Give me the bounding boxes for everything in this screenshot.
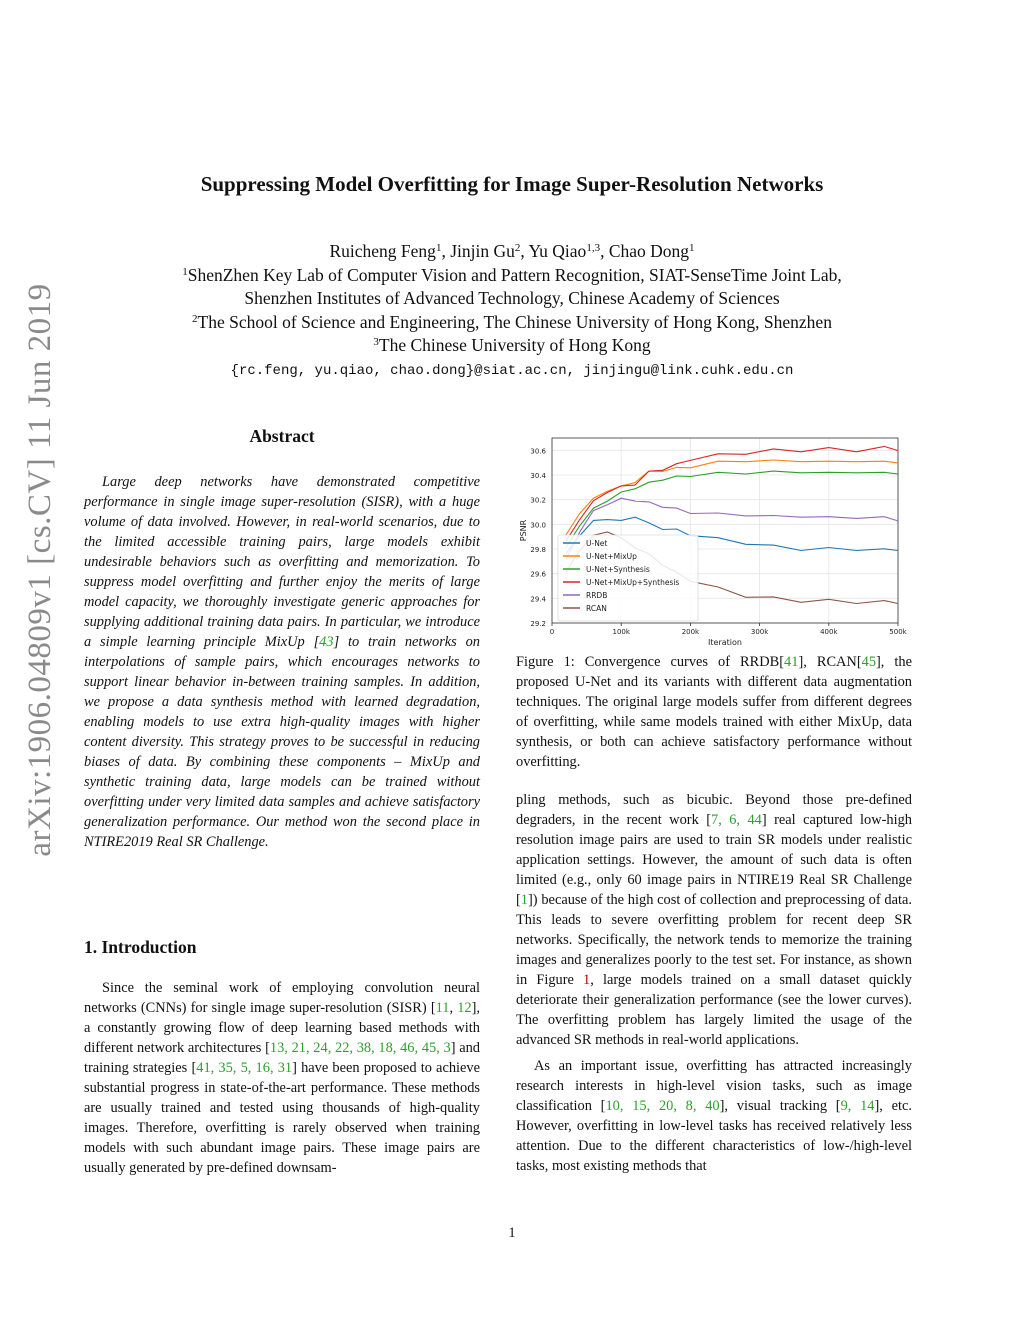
citation-link[interactable]: 41, 35, 5, 16, 31	[196, 1060, 293, 1076]
abstract-text: ] to train networks on interpolations of sample pairs, which encourages networks to support linear behavior in-between training samples. In addition, we propose a data synthesis method with learned degradation, enabling models to use extra high-quality images with higher content diversity. This strategy proves to be successful in reducing biases of data. By combining these components – MixUp and synthetic training data, large models can be trained without overfitting under very limited data samples and achieve satisfactory generalization performance. Our method won the second place in NTIRE2019 Real SR Challenge.	[84, 634, 480, 850]
citation-link[interactable]: 1	[520, 892, 528, 908]
author-names: Ruicheng Feng$^1$, Jinjin Gu$^2$, Yu Qiao$^{1,3}$, Chao Dong$^1$	[329, 241, 695, 261]
y-tick-label: 30.4	[530, 472, 546, 480]
body-text: pling methods, such as bicubic. Beyond those pre-defined degraders, in the recent work [	[516, 792, 912, 828]
affiliation-text: ShenZhen Key Lab of Computer Vision and Pattern Recognition, SIAT-SenseTime Joint Lab,	[187, 264, 842, 285]
affiliation-text: Shenzhen Institutes of Advanced Technology, Chinese Academy of Sciences	[244, 288, 780, 308]
x-axis-label: Iteration	[708, 638, 742, 647]
y-tick-label: 29.6	[530, 570, 546, 579]
y-tick-label: 29.2	[530, 620, 546, 628]
x-tick-label: 500k	[889, 628, 907, 636]
author-name: Ruicheng Feng	[329, 241, 436, 261]
citation-link[interactable]: 10, 15, 20, 8, 40	[605, 1098, 720, 1114]
body-text: ] and training strategies [	[84, 1040, 481, 1076]
caption-text: Figure 1: Convergence curves of RRDB[	[516, 654, 785, 670]
abstract-body	[84, 472, 480, 852]
author-affiliation-mark: 1	[435, 242, 442, 254]
affiliation-number: 1	[182, 265, 188, 278]
convergence-chart	[514, 432, 914, 648]
y-tick-label: 30.2	[530, 496, 546, 505]
affiliation-line	[0, 287, 1024, 311]
body-text: ] real captured low-high resolution image pairs are used to train SR models under realistic application settings. However, the amount of such data is often limited (e.g., only 60 image pairs in NTIRE19 Real SR Challenge [	[516, 812, 913, 908]
y-tick-label: 29.8	[530, 546, 546, 554]
abstract-text: Large deep networks have demonstrated competitive performance in single image super-resolution (SISR), with a huge volume of data involved. However, in real-world scenarios, due to the limited accessible training pairs, large models exhibit undesirable behaviors such as overfitting and memorization. To suppress model overfitting and further enjoy the merits of large model capacity, we thoroughly investigate generic approaches for supplying additional training data pairs. In particular, we introduce a simple learning principle MixUp [	[84, 474, 480, 650]
legend-label: U-Net+Synthesis	[586, 565, 650, 574]
citation-link[interactable]: 9, 14	[840, 1098, 875, 1114]
figure-ref-link[interactable]: 1	[583, 972, 591, 988]
body-text: Since the seminal work of employing convolution neural networks (CNNs) for single image super-resolution (SISR) [	[84, 980, 480, 1016]
author-name: Yu Qiao	[528, 241, 587, 261]
y-tick-label: 30.0	[530, 521, 546, 530]
affiliation-line	[0, 311, 1024, 335]
arxiv-stamp: arXiv:1906.04809v1 [cs.CV] 11 Jun 2019	[21, 283, 58, 857]
author-affiliation-mark: 1	[689, 242, 695, 254]
intro-heading: 1. Introduction	[84, 937, 197, 957]
citation-link[interactable]: 43	[319, 634, 334, 650]
x-tick-label: 200k	[681, 628, 700, 636]
affiliation-number: 2	[192, 312, 198, 325]
citation-link[interactable]: 11	[435, 1000, 450, 1016]
series-line	[566, 446, 898, 541]
y-tick-label: 29.4	[530, 595, 546, 604]
citation-link[interactable]: 13, 21, 24, 22, 38, 18, 46, 45, 3	[269, 1040, 451, 1056]
author-name: Jinjin Gu	[450, 241, 515, 261]
legend-label: RRDB	[586, 591, 608, 600]
body-text: ], visual tracking [	[719, 1098, 841, 1114]
x-tick-label: 300k	[750, 628, 769, 636]
body-text: As an important issue, overfitting has attracted increasingly research interests in high-level vision tasks, such as image classification [	[516, 1058, 912, 1114]
x-tick-label: 100k	[612, 628, 630, 636]
body-text: ], a constantly growing flow of deep learning based methods with different network architectures [	[84, 1000, 481, 1056]
citation-link[interactable]: 12	[457, 1000, 472, 1016]
y-axis-label: PSNR	[519, 519, 528, 542]
author-block	[0, 240, 1024, 383]
x-tick-label: 0	[549, 628, 555, 636]
author-affiliation-mark: 2	[514, 242, 521, 254]
citation-link[interactable]: 41	[784, 654, 799, 670]
affiliation-line	[0, 264, 1024, 288]
y-tick-label: 30.6	[530, 447, 546, 456]
caption-text: ], the proposed U-Net and its variants with different data augmentation techniques. The original large models suffer from different degrees of overfitting, while same models trained with either MixUp, data synthesis, or both can achieve satisfactory performance without overfitting.	[516, 654, 913, 770]
body-text: ,	[449, 1000, 458, 1016]
affiliation-text: The School of Science and Engineering, The Chinese University of Hong Kong, Shenzhen	[197, 311, 832, 332]
intro-body	[84, 978, 480, 1178]
citation-link[interactable]: 7, 6, 44	[711, 812, 762, 828]
legend-label: RCAN	[586, 604, 607, 613]
right-column-body	[516, 790, 912, 1176]
citation-link[interactable]: 45	[861, 654, 877, 670]
body-text: ], etc. However, overfitting in low-level tasks has received relatively less attention. Due to the different characteristics of low-/high-level tasks, most existing methods that	[516, 1098, 913, 1174]
legend-label: U-Net+MixUp+Synthesis	[586, 578, 680, 587]
author-affiliation-mark: 1,3	[586, 242, 601, 254]
series-line	[566, 460, 898, 535]
legend-label: U-Net	[586, 539, 608, 548]
x-tick-label: 400k	[820, 628, 838, 636]
affiliation-line	[0, 334, 1024, 358]
body-text: ]) because of the high cost of collection and preprocessing of data. This leads to severe overfitting problem for recent deep SR networks. Specifically, the network tends to memorize the training images and generalizes poorly to the test set. For instance, as shown in Figure	[516, 892, 912, 988]
legend-label: U-Net+MixUp	[586, 552, 637, 561]
author-emails[interactable]: {rc.feng, yu.qiao, chao.dong}@siat.ac.cn, jinjingu@link.cuhk.edu.cn	[230, 362, 794, 379]
body-text: ] have been proposed to achieve substantial progress in state-of-the-art performance. These methods are usually trained and tested using thousands of high-quality images. Therefore, overfitting is rarely observed when training models with such abundant image pairs. These image pairs are usually generated by pre-defined downsam-	[84, 1060, 480, 1176]
affiliation-text: The Chinese University of Hong Kong	[378, 335, 651, 355]
affiliation-number: 3	[373, 336, 379, 348]
body-text: , large models trained on a small dataset quickly deteriorate their generalization performance (see the lower curves). The overfitting problem has largely limited the usage of the advanced SR methods in real-world applications.	[516, 972, 912, 1048]
author-name: Chao Dong	[608, 241, 690, 261]
figure-caption	[516, 652, 912, 772]
page-number: 1	[508, 1225, 516, 1241]
abstract-heading: Abstract	[249, 426, 315, 446]
paper-title: Suppressing Model Overfitting for Image Super-Resolution Networks	[200, 172, 824, 196]
caption-text: ], RCAN[	[798, 654, 862, 670]
